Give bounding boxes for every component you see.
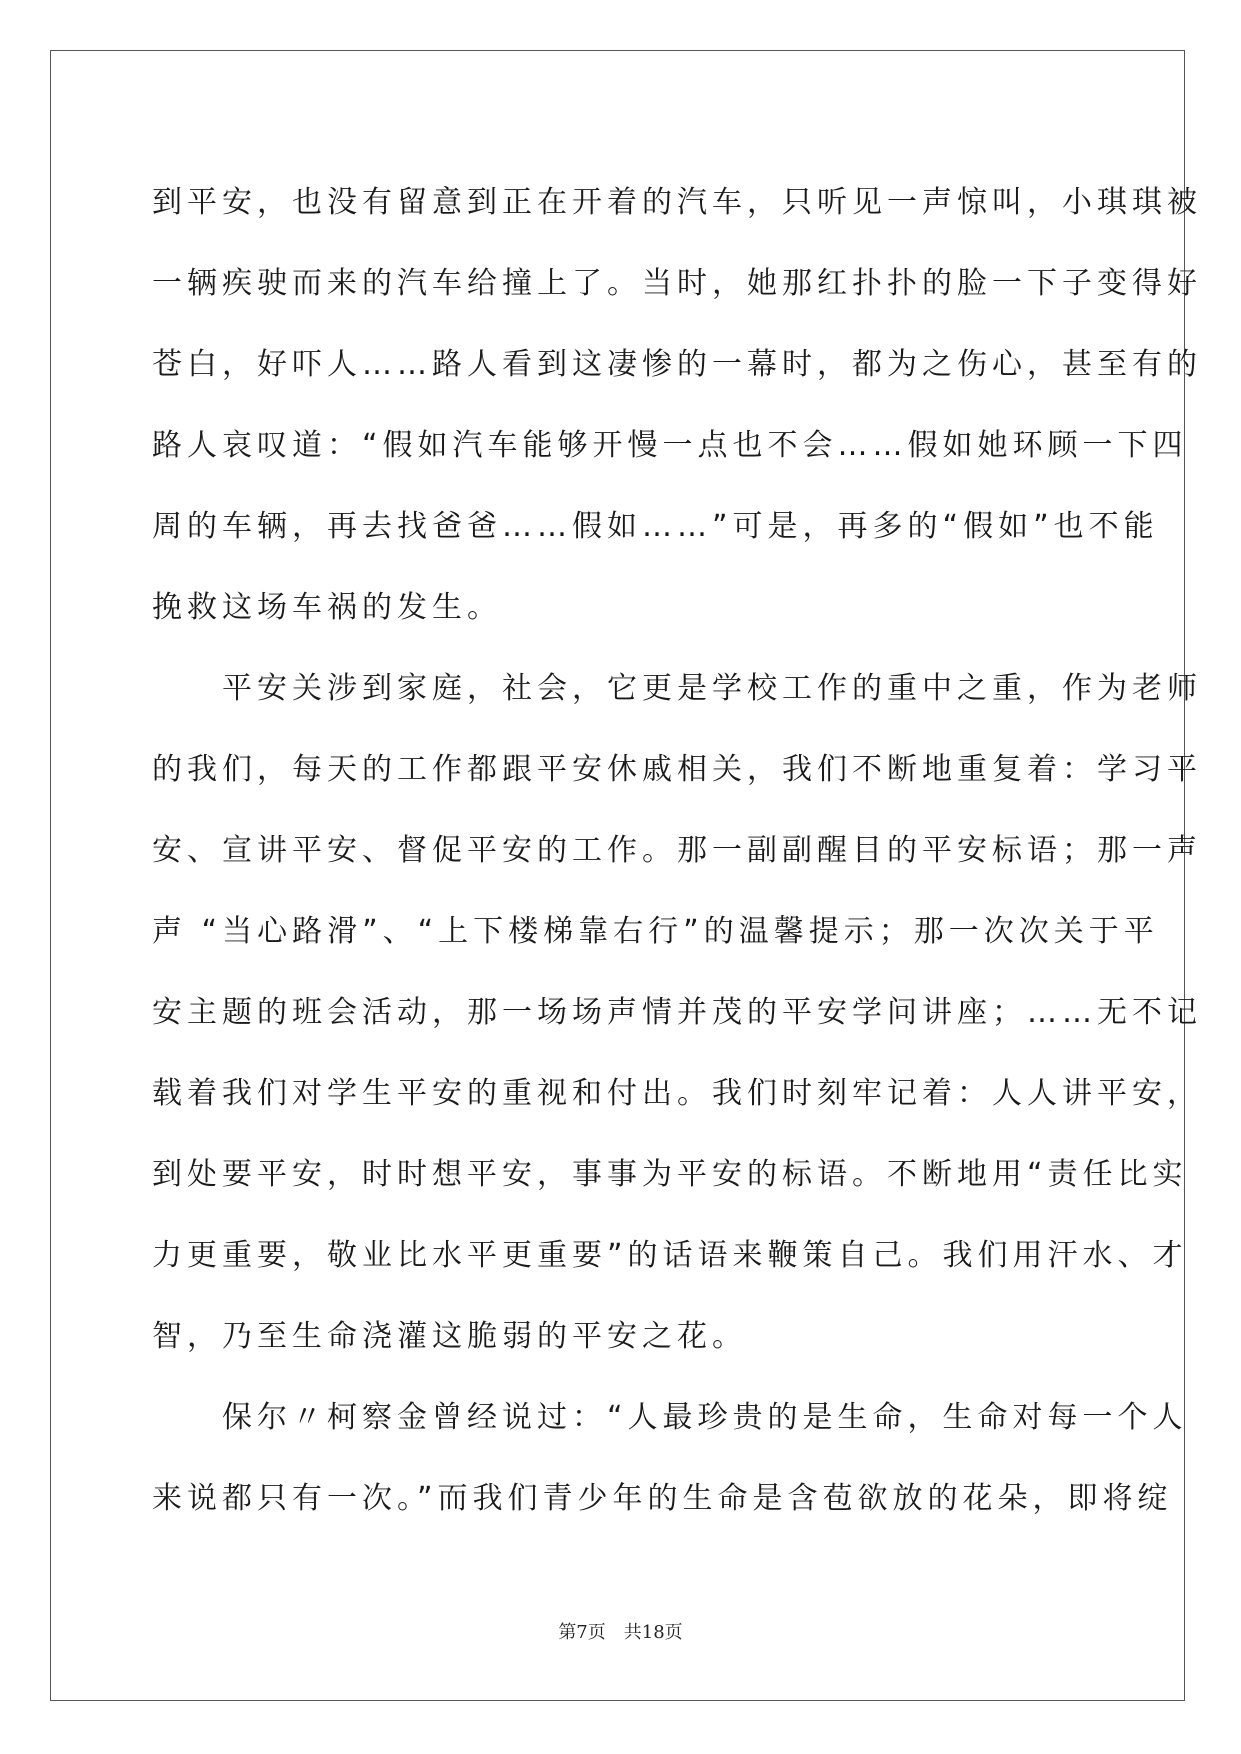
page-number: 第7页 共18页: [558, 1622, 683, 1643]
text-line: 保尔〃柯察金曾经说过：“人最珍贵的是生命，生命对每一个人: [152, 1400, 1188, 1435]
text-line: 来说都只有一次。”而我们青少年的生命是含苞欲放的花朵，即将绽: [152, 1481, 1173, 1516]
text-line: 周的车辆，再去找爸爸……假如……”可是，再多的“假如”也不能: [152, 509, 1159, 544]
text-line: 一辆疾驶而来的汽车给撞上了。当时，她那红扑扑的脸一下子变得好: [152, 266, 1202, 301]
text-line: 安、宣讲平安、督促平安的工作。那一副副醒目的平安标语；那一声: [152, 833, 1202, 868]
text-line: 挽救这场车祸的发生。: [152, 590, 502, 625]
text-line: 到平安，也没有留意到正在开着的汽车，只听见一声惊叫，小琪琪被: [152, 185, 1202, 220]
text-line: 苍白，好吓人……路人看到这凄惨的一幕时，都为之伤心，甚至有的: [152, 347, 1202, 382]
text-line: 力更重要，敬业比水平更重要”的话语来鞭策自己。我们用汗水、才: [152, 1238, 1188, 1273]
text-line: 载着我们对学生平安的重视和付出。我们时刻牢记着：人人讲平安，: [152, 1076, 1202, 1111]
text-line: 路人哀叹道：“假如汽车能够开慢一点也不会……假如她环顾一下四: [152, 428, 1188, 463]
text-line: 智，乃至生命浇灌这脆弱的平安之花。: [152, 1319, 747, 1354]
text-line: 到处要平安，时时想平安，事事为平安的标语。不断地用“责任比实: [152, 1157, 1188, 1192]
text-line: 声 “当心路滑”、“上下楼梯靠右行”的温馨提示；那一次次关于平: [152, 914, 1159, 949]
text-line: 平安关涉到家庭，社会，它更是学校工作的重中之重，作为老师: [152, 671, 1202, 706]
document-body: [152, 162, 1202, 1539]
text-line: 安主题的班会活动，那一场场声情并茂的平安学问讲座；……无不记: [152, 995, 1202, 1030]
text-line: 的我们，每天的工作都跟平安休戚相关，我们不断地重复着：学习平: [152, 752, 1202, 787]
